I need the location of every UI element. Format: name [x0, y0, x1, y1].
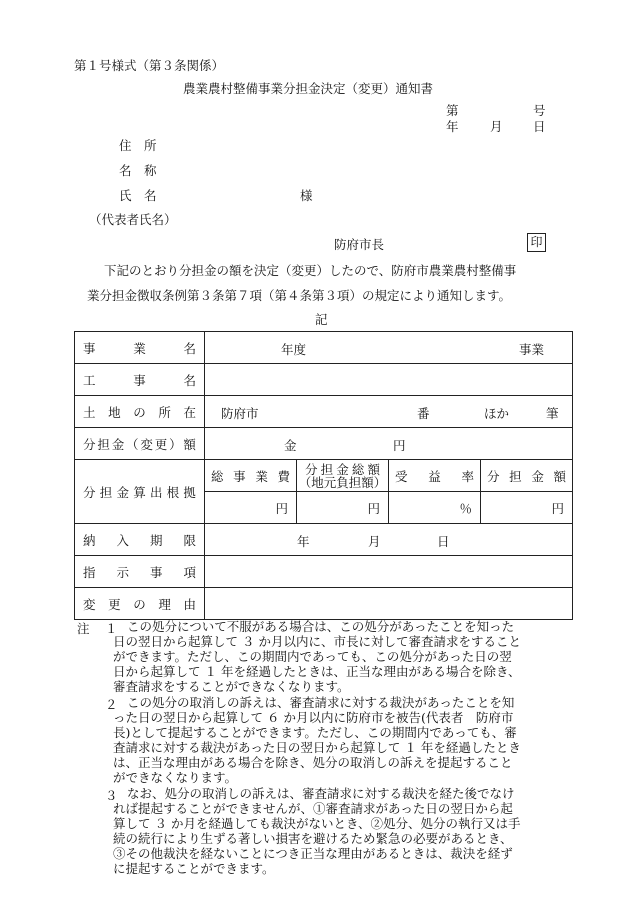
issuer-name: 防府市長 — [334, 237, 385, 252]
location-label: 土 地 の 所 在 — [83, 404, 196, 420]
row-deadline — [75, 524, 573, 556]
note-3-line-1: なお、処分の取消しの訴えは、審査請求に対する裁決を経た後でなけ — [127, 786, 515, 801]
basis-header-share: 分 担 金 総 額 （地元負担額） — [297, 460, 389, 492]
deadline-label-cell — [75, 524, 205, 556]
note-1-number: １ — [105, 621, 118, 636]
date-month: 月 — [490, 119, 503, 134]
seal-mark: 印 — [527, 233, 546, 252]
project-value-cell[interactable] — [205, 332, 573, 364]
basis-header-local: （地元負担額） — [298, 474, 387, 490]
body-line-1 — [104, 261, 559, 279]
basis-total-cell[interactable] — [205, 492, 297, 524]
recipient-name-label: 名 称 — [119, 163, 157, 178]
basis-header-rate: 受 益 率 — [389, 460, 481, 492]
row-amount — [75, 428, 573, 460]
amount-label-cell — [75, 428, 205, 460]
note-3-line-5: ③その他裁決を経ないことにつき正当な理由があるときは、裁決を経ず — [113, 846, 513, 861]
row-reason — [75, 588, 573, 620]
location-hoka: ほか — [484, 406, 510, 421]
note-1-line-2: 日の翌日から起算して ３ か月以内に、市長に対して審査請求をすること — [113, 634, 521, 649]
note-3-line-6: に提起することができます。 — [113, 861, 275, 876]
note-2-line-4: 査請求に対する裁決があった日の翌日から起算して １ 年を経過したとき — [113, 740, 521, 755]
amount-label: 分 担 金 （ 変 更 ） 額 — [83, 436, 196, 452]
instructions-label-cell — [75, 556, 205, 588]
reason-value-cell[interactable] — [205, 588, 573, 620]
body-line-2: 業分担金徴収条例第３条第７項（第４条第３項）の規定により通知します。 — [87, 288, 512, 303]
note-2-number: ２ — [105, 697, 118, 712]
basis-total-unit: 円 — [275, 500, 288, 516]
note-1-line-1: この処分について不服がある場合は、この処分があったことを知った — [127, 619, 515, 634]
ki-heading: 記 — [315, 312, 328, 327]
deadline-month: 月 — [368, 534, 381, 549]
basis-share-unit: 円 — [367, 500, 380, 516]
location-label-cell — [75, 396, 205, 428]
deadline-label: 納 入 期 限 — [83, 532, 196, 548]
deadline-day: 日 — [437, 534, 450, 549]
basis-label: 分 担 金 算 出 根 拠 — [83, 484, 196, 500]
basis-rate-unit: ％ — [459, 500, 472, 516]
reason-label-cell — [75, 588, 205, 620]
row-location — [75, 396, 573, 428]
basis-header-total: 総 事 業 費 — [205, 460, 297, 492]
basis-label-cell — [75, 460, 205, 524]
deadline-year: 年 — [297, 534, 310, 549]
body-text-1: 下記のとおり分担金の額を決定（変更）したので、防府市農業農村整備事 — [104, 263, 517, 278]
note-2-line-6: ができなくなります。 — [113, 770, 238, 785]
note-2-line-3: 長)として提起することができます。ただし、この期間内であっても、審 — [113, 725, 517, 740]
note-1-line-5: 審査請求をすることができなくなります。 — [113, 679, 350, 694]
note-3-line-4: 続の続行により生ずる著しい損害を避けるため緊急の必要があるとき、 — [113, 831, 513, 846]
work-label: 工 事 名 — [83, 372, 196, 388]
amount-yen: 円 — [393, 438, 406, 453]
instructions-label: 指 示 事 項 — [83, 564, 196, 580]
date-day: 日 — [533, 119, 546, 134]
basis-share-cell[interactable] — [297, 492, 389, 524]
basis-amount-cell[interactable] — [481, 492, 573, 524]
representative-label: （代表者氏名） — [89, 212, 177, 227]
row-work — [75, 364, 573, 396]
note-3-line-2: れば提起することができませんが、①審査請求があった日の翌日から起 — [113, 801, 513, 816]
note-3-line-3: 算して ３ か月を経過しても裁決がないとき、②処分、処分の執行又は手 — [113, 816, 521, 831]
amount-kin: 金 — [284, 438, 297, 453]
form-number: 第１号様式（第３条関係） — [74, 58, 225, 73]
location-hitsu: 筆 — [546, 406, 559, 421]
note-2-line-2: った日の翌日から起算して ６ か月以内に防府市を被告(代表者 防府市 — [113, 710, 514, 725]
notes-prefix: 注 — [77, 621, 90, 636]
location-city: 防府市 — [221, 406, 259, 421]
project-label-cell — [75, 332, 205, 364]
work-label-cell — [75, 364, 205, 396]
doc-no-prefix: 第 — [446, 103, 459, 118]
recipient-address-label: 住 所 — [119, 138, 157, 153]
details-table — [74, 331, 573, 620]
project-year: 年度 — [281, 342, 307, 357]
row-project — [75, 332, 573, 364]
project-suffix: 事業 — [519, 342, 545, 357]
project-label: 事 業 名 — [83, 340, 196, 356]
amount-value-cell[interactable] — [205, 428, 573, 460]
note-2-line-1: この処分の取消しの訴えは、審査請求に対する裁決があったことを知 — [127, 695, 515, 710]
basis-amount-unit: 円 — [551, 500, 564, 516]
row-instructions — [75, 556, 573, 588]
note-2-line-5: は、正当な理由がある場合を除き、処分の取消しの訴えを提起すること — [113, 755, 513, 770]
basis-rate-cell[interactable] — [389, 492, 481, 524]
basis-header-amount: 分 担 金 額 — [481, 460, 573, 492]
row-basis-header — [75, 460, 573, 492]
location-value-cell[interactable] — [205, 396, 573, 428]
honorific: 様 — [300, 188, 313, 203]
doc-no-suffix: 号 — [533, 103, 546, 118]
recipient-person-label: 氏 名 — [119, 188, 157, 203]
deadline-value-cell[interactable] — [205, 524, 573, 556]
date-year: 年 — [446, 119, 459, 134]
note-3-number: ３ — [105, 788, 118, 803]
note-1-line-3: ができます。ただし、この期間内であっても、この処分があった日の翌 — [113, 649, 512, 664]
instructions-value-cell[interactable] — [205, 556, 573, 588]
location-ban: 番 — [417, 406, 430, 421]
note-1-line-4: 日から起算して １ 年を経過したときは、正当な理由がある場合を除き、 — [113, 664, 521, 679]
work-value-cell[interactable] — [205, 364, 573, 396]
page-title: 農業農村整備事業分担金決定（変更）通知書 — [183, 81, 434, 96]
reason-label: 変 更 の 理 由 — [83, 596, 196, 612]
